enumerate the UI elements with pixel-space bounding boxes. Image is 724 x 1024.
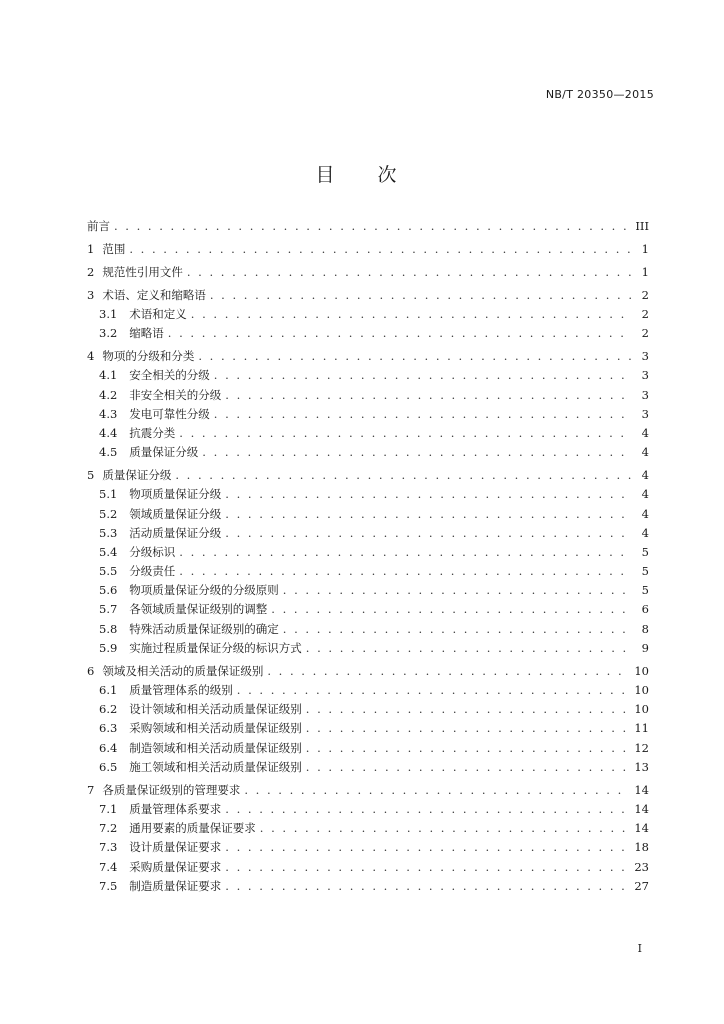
toc-entry[interactable] bbox=[87, 600, 649, 619]
toc-entry[interactable] bbox=[87, 858, 649, 877]
toc-entry-label: 设计领域和相关活动质量保证级别 bbox=[129, 702, 302, 717]
toc-entry-label: 制造质量保证要求 bbox=[129, 878, 222, 893]
toc-dot-leader bbox=[267, 661, 630, 681]
toc-entry[interactable] bbox=[87, 543, 649, 562]
toc-entry-number: 6.5 bbox=[99, 759, 118, 774]
toc-entry-number: 4.3 bbox=[99, 406, 118, 421]
toc-entry[interactable] bbox=[87, 405, 649, 424]
toc-entry-number: 4.4 bbox=[99, 425, 118, 440]
toc-entry-label: 设计质量保证要求 bbox=[129, 840, 222, 855]
toc-dot-leader bbox=[187, 262, 631, 282]
toc-entry-number: 5 bbox=[87, 468, 95, 483]
toc-entry-page: 4 bbox=[641, 487, 649, 502]
toc-dot-leader bbox=[175, 465, 631, 485]
toc-dot-leader bbox=[179, 543, 631, 562]
toc-dot-leader bbox=[198, 346, 631, 366]
toc-entry-label: 范围 bbox=[102, 242, 126, 256]
toc-entry-number: 4.2 bbox=[99, 387, 118, 402]
toc-entry[interactable] bbox=[87, 366, 649, 385]
toc-entry[interactable] bbox=[87, 285, 649, 305]
toc-entry-label: 活动质量保证分级 bbox=[129, 525, 222, 540]
toc-entry-label: 发电可靠性分级 bbox=[129, 406, 210, 421]
toc-entry-label: 非安全相关的分级 bbox=[129, 387, 222, 402]
toc-dot-leader bbox=[225, 800, 630, 819]
toc-entry-page: 5 bbox=[641, 564, 649, 579]
toc-dot-leader bbox=[271, 600, 631, 619]
toc-entry-label: 质量管理体系要求 bbox=[129, 801, 222, 816]
toc-entry-page: 11 bbox=[634, 721, 649, 736]
toc-dot-leader bbox=[225, 485, 631, 504]
toc-entry-page: 1 bbox=[641, 265, 649, 279]
toc-entry[interactable] bbox=[87, 424, 649, 443]
toc-entry[interactable] bbox=[87, 262, 649, 282]
toc-entry-page: 3 bbox=[641, 368, 649, 383]
toc-entry[interactable] bbox=[87, 485, 649, 504]
toc-entry-number: 3.1 bbox=[99, 307, 118, 321]
toc-entry-number: 7.2 bbox=[99, 821, 118, 836]
toc-entry-page: 23 bbox=[634, 859, 649, 874]
toc-entry-page: 10 bbox=[634, 664, 649, 678]
toc-entry-number: 7.3 bbox=[99, 840, 118, 855]
toc-entry-number: 6.4 bbox=[99, 740, 118, 755]
toc-dot-leader bbox=[225, 838, 630, 857]
toc-entry-page: 2 bbox=[641, 326, 649, 341]
toc-dot-leader bbox=[225, 877, 630, 896]
toc-entry-page: 3 bbox=[641, 349, 649, 364]
toc-dot-leader bbox=[210, 285, 631, 305]
toc-dot-leader bbox=[225, 386, 631, 405]
toc-entry-page: 1 bbox=[641, 242, 649, 256]
toc-dot-leader bbox=[129, 239, 631, 259]
toc-entry-label: 分级责任 bbox=[129, 564, 176, 579]
toc-dot-leader bbox=[225, 524, 631, 543]
page-number: I bbox=[637, 942, 642, 955]
toc-entry-page: 5 bbox=[641, 544, 649, 559]
toc-entry-number: 4.1 bbox=[99, 368, 118, 383]
toc-entry[interactable] bbox=[87, 838, 649, 857]
toc-entry-label: 术语和定义 bbox=[129, 307, 187, 321]
toc-entry[interactable] bbox=[87, 324, 649, 343]
toc-dot-leader bbox=[225, 505, 631, 524]
toc-entry-number: 5.5 bbox=[99, 564, 118, 579]
toc-entry-page: 14 bbox=[634, 801, 649, 816]
toc-entry-label: 采购领域和相关活动质量保证级别 bbox=[129, 721, 302, 736]
toc-entry[interactable] bbox=[87, 739, 649, 758]
toc-entry-label: 术语、定义和缩略语 bbox=[102, 288, 206, 302]
toc-entry[interactable] bbox=[87, 620, 649, 639]
toc-entry[interactable] bbox=[87, 562, 649, 581]
toc-entry-page: 4 bbox=[641, 425, 649, 440]
toc-dot-leader bbox=[191, 305, 631, 324]
toc-entry-page: 5 bbox=[641, 583, 649, 598]
toc-dot-leader bbox=[237, 681, 631, 700]
toc-dot-leader bbox=[214, 366, 631, 385]
toc-entry[interactable] bbox=[87, 505, 649, 524]
toc-entry-label: 施工领域和相关活动质量保证级别 bbox=[129, 759, 302, 774]
toc-entry-label: 规范性引用文件 bbox=[102, 265, 183, 279]
toc-entry-label: 前言 bbox=[87, 219, 110, 233]
toc-entry-page: 4 bbox=[641, 525, 649, 540]
toc-entry-page: 4 bbox=[641, 445, 649, 460]
toc-entry-label: 实施过程质量保证分级的标识方式 bbox=[129, 640, 302, 655]
toc-entry-page: 18 bbox=[634, 840, 649, 855]
toc-entry[interactable] bbox=[87, 305, 649, 324]
toc-entry-number: 7 bbox=[87, 782, 95, 797]
toc-entry-page: 12 bbox=[634, 740, 649, 755]
toc-entry-number: 4 bbox=[87, 349, 95, 364]
toc-entry-number: 7.5 bbox=[99, 878, 118, 893]
table-of-contents bbox=[87, 216, 649, 896]
toc-entry-number: 2 bbox=[87, 265, 95, 279]
toc-dot-leader bbox=[283, 581, 631, 600]
toc-entry-label: 特殊活动质量保证级别的确定 bbox=[129, 621, 279, 636]
toc-entry-page: 6 bbox=[641, 602, 649, 617]
document-code: NB/T 20350—2015 bbox=[545, 88, 654, 101]
toc-entry-number: 6.1 bbox=[99, 683, 118, 697]
toc-entry[interactable] bbox=[87, 443, 649, 462]
toc-entry[interactable] bbox=[87, 800, 649, 819]
toc-dot-leader bbox=[225, 858, 630, 877]
toc-entry-number: 5.7 bbox=[99, 602, 118, 617]
toc-entry-number: 6.3 bbox=[99, 721, 118, 736]
toc-entry[interactable] bbox=[87, 524, 649, 543]
toc-entry[interactable] bbox=[87, 346, 649, 366]
toc-entry-number: 5.8 bbox=[99, 621, 118, 636]
toc-entry[interactable] bbox=[87, 758, 649, 777]
toc-entry[interactable] bbox=[87, 661, 649, 681]
toc-entry-page: 4 bbox=[641, 506, 649, 521]
toc-entry-label: 质量保证分级 bbox=[129, 445, 199, 460]
toc-dot-leader bbox=[244, 780, 630, 800]
toc-entry-label: 质量管理体系的级别 bbox=[129, 683, 233, 697]
toc-entry-page: 14 bbox=[634, 821, 649, 836]
toc-entry[interactable] bbox=[87, 239, 649, 259]
toc-entry-number: 6 bbox=[87, 664, 95, 678]
toc-dot-leader bbox=[306, 700, 631, 719]
toc-entry[interactable] bbox=[87, 780, 649, 800]
toc-entry[interactable] bbox=[87, 386, 649, 405]
toc-dot-leader bbox=[202, 443, 631, 462]
toc-entry-label: 各质量保证级别的管理要求 bbox=[102, 782, 241, 797]
toc-entry-number: 7.1 bbox=[99, 801, 118, 816]
toc-entry-page: 27 bbox=[634, 878, 649, 893]
toc-entry-label: 物项的分级和分类 bbox=[102, 349, 195, 364]
toc-entry-page: III bbox=[635, 219, 649, 233]
toc-entry-page: 13 bbox=[634, 759, 649, 774]
toc-entry-label: 质量保证分级 bbox=[102, 468, 172, 483]
toc-dot-leader bbox=[306, 739, 631, 758]
toc-entry-label: 物项质量保证分级 bbox=[129, 487, 222, 502]
toc-dot-leader bbox=[214, 405, 631, 424]
toc-entry-number: 5.4 bbox=[99, 544, 118, 559]
toc-entry-page: 4 bbox=[641, 468, 649, 483]
toc-entry-page: 3 bbox=[641, 406, 649, 421]
toc-entry-label: 抗震分类 bbox=[129, 425, 176, 440]
toc-entry-label: 采购质量保证要求 bbox=[129, 859, 222, 874]
toc-entry-number: 4.5 bbox=[99, 445, 118, 460]
toc-entry-number: 3 bbox=[87, 288, 95, 302]
toc-entry[interactable] bbox=[87, 719, 649, 738]
toc-entry-page: 3 bbox=[641, 387, 649, 402]
toc-dot-leader bbox=[114, 216, 631, 236]
toc-entry-number: 5.1 bbox=[99, 487, 118, 502]
toc-entry-label: 领域及相关活动的质量保证级别 bbox=[102, 664, 264, 678]
toc-entry-label: 缩略语 bbox=[129, 326, 164, 341]
toc-entry-number: 1 bbox=[87, 242, 95, 256]
toc-dot-leader bbox=[283, 620, 631, 639]
toc-dot-leader bbox=[306, 719, 631, 738]
toc-dot-leader bbox=[260, 819, 631, 838]
toc-entry[interactable] bbox=[87, 681, 649, 700]
toc-entry-page: 10 bbox=[634, 683, 649, 697]
toc-entry-page: 2 bbox=[641, 307, 649, 321]
page-title: 目 次 bbox=[315, 164, 409, 186]
toc-entry[interactable] bbox=[87, 819, 649, 838]
toc-entry-number: 7.4 bbox=[99, 859, 118, 874]
toc-entry-label: 安全相关的分级 bbox=[129, 368, 210, 383]
toc-entry-number: 3.2 bbox=[99, 326, 118, 341]
toc-entry-page: 10 bbox=[634, 702, 649, 717]
toc-entry[interactable] bbox=[87, 639, 649, 658]
toc-dot-leader bbox=[306, 639, 631, 658]
toc-entry[interactable] bbox=[87, 877, 649, 896]
toc-entry-number: 5.6 bbox=[99, 583, 118, 598]
toc-entry-label: 分级标识 bbox=[129, 544, 176, 559]
toc-entry-number: 5.9 bbox=[99, 640, 118, 655]
toc-entry-label: 物项质量保证分级的分级原则 bbox=[129, 583, 279, 598]
toc-entry[interactable] bbox=[87, 581, 649, 600]
toc-dot-leader bbox=[168, 324, 631, 343]
toc-entry-page: 8 bbox=[641, 621, 649, 636]
toc-entry-number: 5.3 bbox=[99, 525, 118, 540]
toc-entry-label: 各领域质量保证级别的调整 bbox=[129, 602, 268, 617]
toc-entry-page: 2 bbox=[641, 288, 649, 302]
toc-entry-label: 通用要素的质量保证要求 bbox=[129, 821, 256, 836]
toc-entry-number: 5.2 bbox=[99, 506, 118, 521]
toc-dot-leader bbox=[179, 424, 631, 443]
toc-entry-number: 6.2 bbox=[99, 702, 118, 717]
toc-dot-leader bbox=[179, 562, 631, 581]
toc-entry-page: 14 bbox=[634, 782, 649, 797]
toc-entry[interactable] bbox=[87, 465, 649, 485]
toc-entry-label: 制造领域和相关活动质量保证级别 bbox=[129, 740, 302, 755]
toc-dot-leader bbox=[306, 758, 631, 777]
toc-entry[interactable] bbox=[87, 700, 649, 719]
toc-entry-label: 领域质量保证分级 bbox=[129, 506, 222, 521]
toc-entry-page: 9 bbox=[641, 640, 649, 655]
toc-entry[interactable] bbox=[87, 216, 649, 236]
